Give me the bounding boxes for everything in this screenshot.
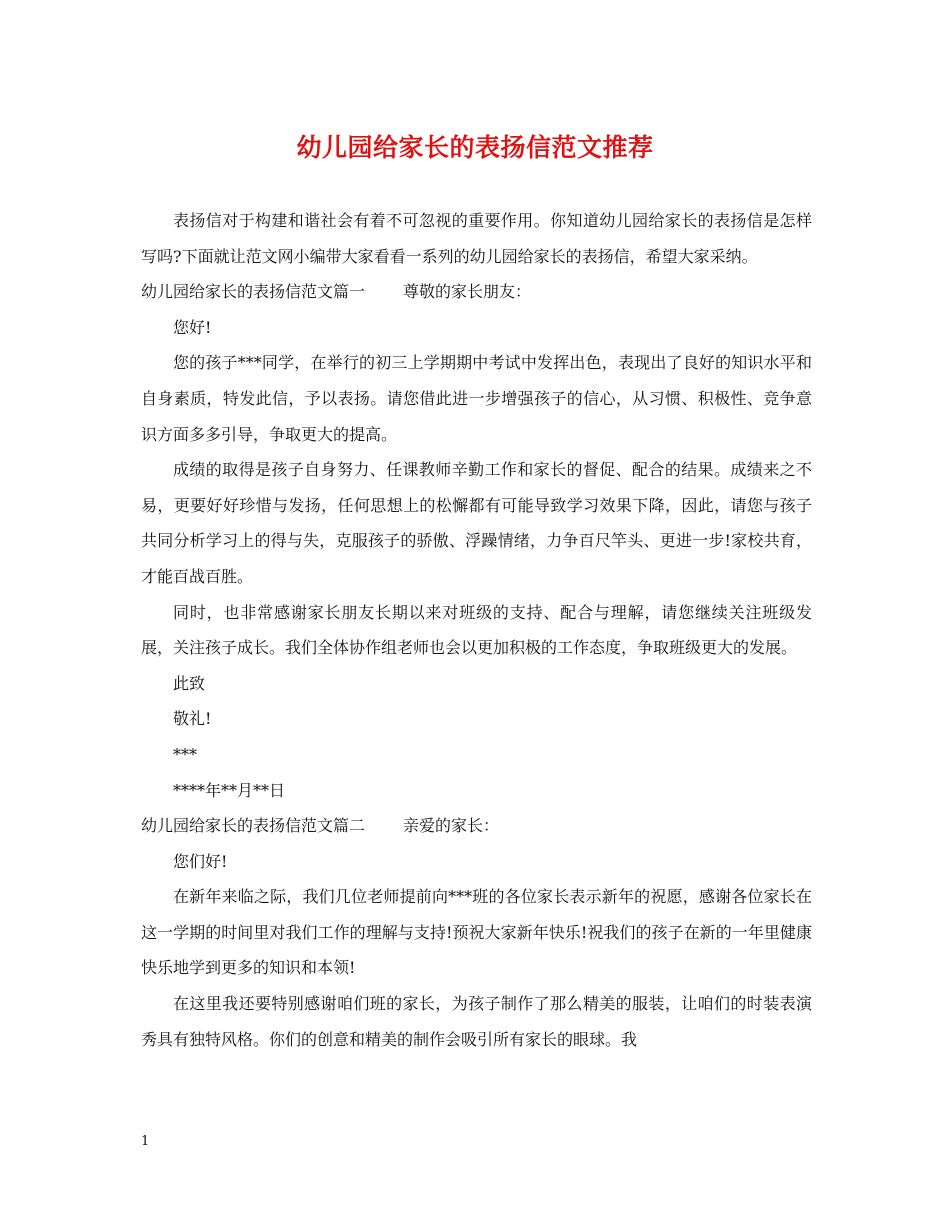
intro-paragraph: 表扬信对于构建和谐社会有着不可忽视的重要作用。你知道幼儿园给家长的表扬信是怎样写吗?下面就让范文网小编带大家看看一系列的幼儿园给家长的表扬信，希望大家采纳。 [141, 211, 812, 266]
document-body [141, 203, 812, 1057]
letter2-paragraph-1: 在新年来临之际，我们几位老师提前向***班的各位家长表示新年的祝愿，感谢各位家长在这一学期的时间里对我们工作的理解与支持!预祝大家新年快乐!祝我们的孩子在新的一年里健康快乐地学到更多的知识和本领! [141, 887, 812, 978]
letter1-date: ****年**月**日 [173, 780, 286, 800]
letter2-salutation: 亲爱的家长： [403, 816, 500, 836]
letter1-paragraph-3: 同时，也非常感谢家长朋友长期以来对班级的支持、配合与理解，请您继续关注班级发展，关注孩子成长。我们全体协作组老师也会以更加积极的工作态度，争取班级更大的发展。 [141, 602, 812, 658]
document-title: 幼儿园给家长的表扬信范文推荐 [296, 133, 654, 162]
letter2-greeting: 您们好! [173, 851, 228, 871]
letter1-closing-2: 敬礼! [173, 709, 212, 729]
letter2-paragraph-2: 在这里我还要特别感谢咱们班的家长，为孩子制作了那么精美的服装，让咱们的时装表演秀具有独特风格。你们的创意和精美的制作会吸引所有家长的眼球。我 [141, 994, 812, 1049]
letter1-closing-1: 此致 [173, 673, 206, 693]
letter1-heading-line [141, 274, 812, 310]
letter1-salutation: 尊敬的家长朋友： [403, 282, 532, 302]
letter1-signature: *** [173, 744, 197, 764]
page-number: 1 [141, 1134, 150, 1149]
letter2-heading: 幼儿园给家长的表扬信范文篇二 [141, 816, 366, 836]
letter1-heading: 幼儿园给家长的表扬信范文篇一 [141, 282, 366, 302]
letter1-paragraph-1: 您的孩子***同学，在举行的初三上学期期中考试中发挥出色，表现出了良好的知识水平和自身素质，特发此信，予以表扬。请您借此进一步增强孩子的信心，从习惯、积极性、竞争意识方面多多引导，争取更大的提高。 [141, 353, 812, 444]
letter2-heading-line [141, 808, 812, 844]
letter1-paragraph-2: 成绩的取得是孩子自身努力、任课教师辛勤工作和家长的督促、配合的结果。成绩来之不易，更要好好珍惜与发扬，任何思想上的松懈都有可能导致学习效果下降，因此，请您与孩子共同分析学习上的得与失，克服孩子的骄傲、浮躁情绪，力争百尺竿头、更进一步!家校共育，才能百战百胜。 [141, 460, 812, 586]
letter1-greeting: 您好! [173, 317, 212, 337]
